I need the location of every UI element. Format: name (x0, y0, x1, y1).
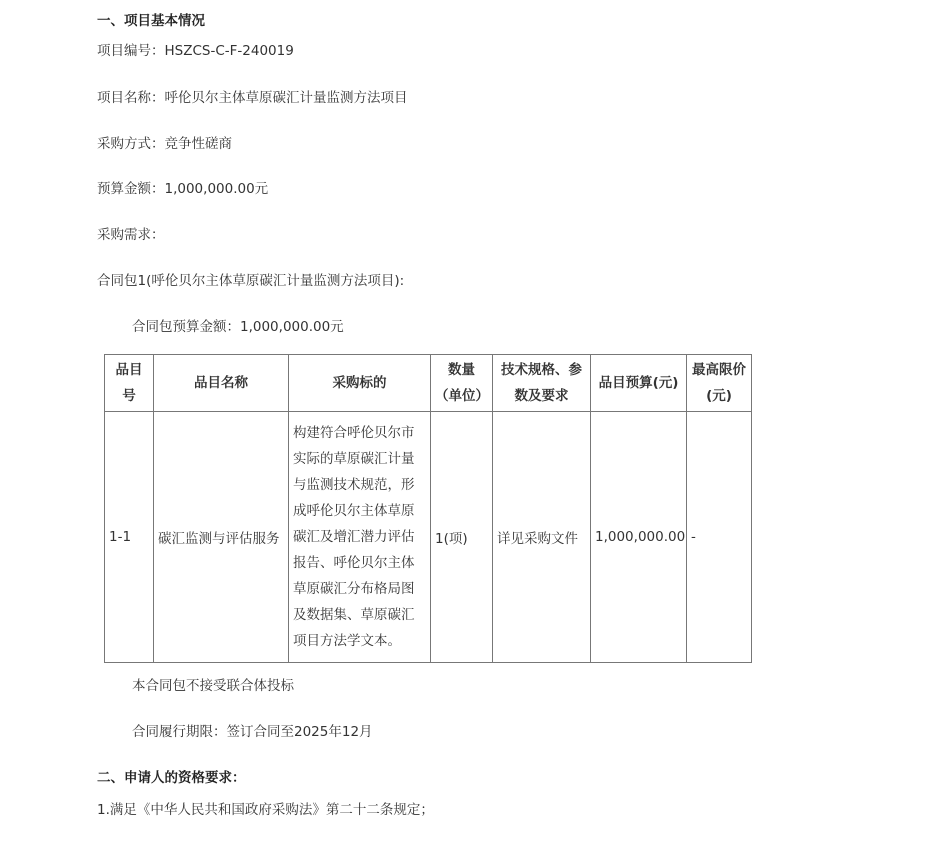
table-header-row (105, 355, 752, 412)
section1-heading: 一、项目基本情况 (97, 13, 205, 29)
procurement-requirements: 采购需求： (97, 227, 165, 243)
contract-term: 合同履行期限：签订合同至2025年12月 (132, 724, 373, 740)
project-name: 项目名称：呼伦贝尔主体草原碳汇计量监测方法项目 (97, 90, 408, 106)
header-spec: 技术规格、参数及要求 (493, 355, 591, 412)
project-number: 项目编号：HSZCS-C-F-240019 (97, 43, 294, 59)
procurement-method: 采购方式：竞争性磋商 (97, 136, 232, 152)
header-max-price: 最高限价(元) (687, 355, 752, 412)
header-quantity: 数量（单位） (431, 355, 493, 412)
cell-spec: 详见采购文件 (493, 412, 591, 663)
package-budget: 合同包预算金额：1,000,000.00元 (132, 319, 344, 335)
header-item-name: 品目名称 (154, 355, 289, 412)
cell-budget: 1,000,000.00 (591, 412, 687, 663)
items-table (104, 354, 752, 663)
table-row (105, 412, 752, 663)
cell-item-name: 碳汇监测与评估服务 (154, 412, 289, 663)
qualification-item-1: 1.满足《中华人民共和国政府采购法》第二十二条规定； (97, 802, 434, 818)
section2-heading: 二、申请人的资格要求： (97, 770, 246, 786)
header-budget: 品目预算(元) (591, 355, 687, 412)
cell-target: 构建符合呼伦贝尔市实际的草原碳汇计量与监测技术规范，形成呼伦贝尔主体草原碳汇及增汇潜力评估报告、呼伦贝尔主体草原碳汇分布格局图及数据集、草原碳汇项目方法学文本。 (289, 412, 431, 663)
cell-max-price: - (687, 412, 752, 663)
package-title: 合同包1(呼伦贝尔主体草原碳汇计量监测方法项目): (97, 273, 405, 289)
cell-quantity: 1(项) (431, 412, 493, 663)
cell-item-no: 1-1 (105, 412, 154, 663)
header-item-no: 品目号 (105, 355, 154, 412)
header-target: 采购标的 (289, 355, 431, 412)
budget-amount: 预算金额：1,000,000.00元 (97, 181, 269, 197)
no-consortium-note: 本合同包不接受联合体投标 (132, 678, 294, 694)
